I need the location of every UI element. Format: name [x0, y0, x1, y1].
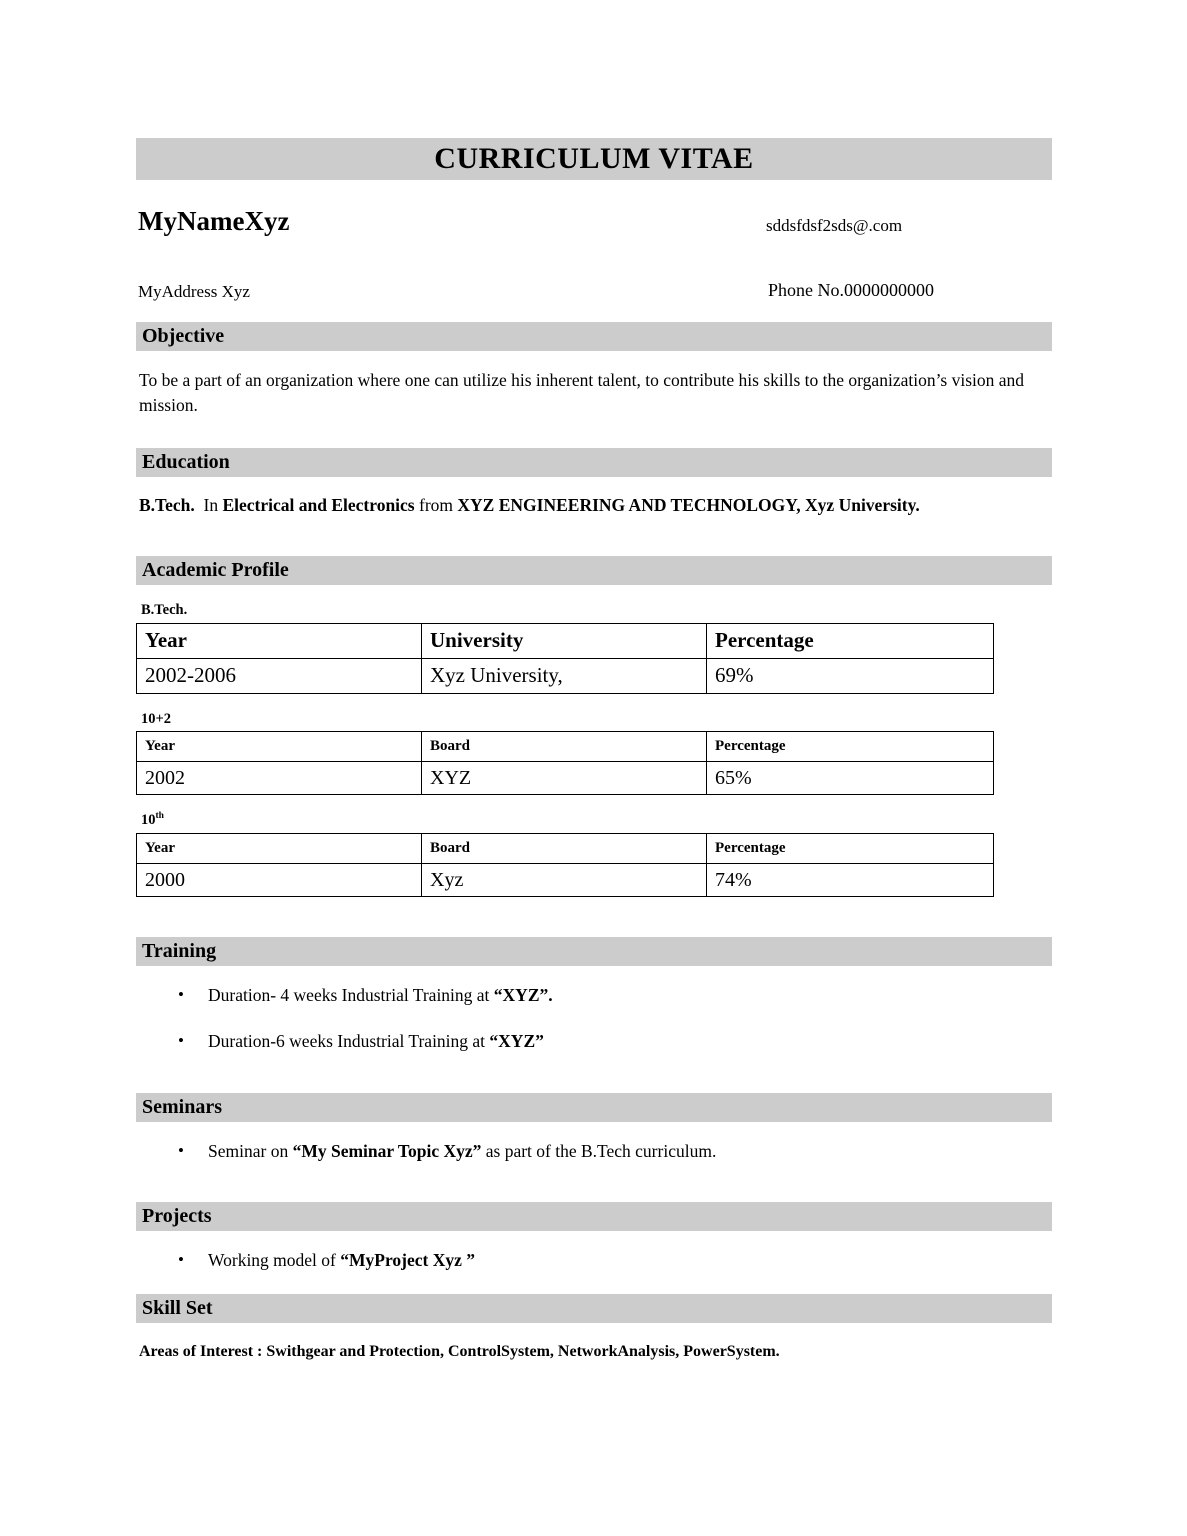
skill-set-label: Areas of Interest — [139, 1343, 254, 1361]
column-header-year: Year — [137, 834, 422, 864]
section-heading-education: Education — [136, 448, 1052, 477]
table-label-intermediate: 10+2 — [141, 710, 172, 727]
section-heading-training: Training — [136, 937, 1052, 966]
list-item — [136, 1030, 1052, 1053]
column-header-board: Board — [422, 732, 707, 762]
academic-table-matriculation — [136, 833, 994, 897]
cell-percentage: 69% — [707, 658, 994, 693]
document-title-band: CURRICULUM VITAE — [136, 138, 1052, 180]
education-degree: B.Tech. — [139, 494, 195, 515]
list-item — [136, 1140, 1052, 1163]
section-heading-projects: Projects — [136, 1202, 1052, 1231]
table-label-matriculation: 10th — [141, 811, 164, 829]
column-header-percentage: Percentage — [707, 623, 994, 658]
cell-year: 2002 — [137, 762, 422, 795]
seminars-list — [136, 1140, 1052, 1163]
bullet-icon: • — [178, 1250, 184, 1270]
objective-text: To be a part of an organization where one can utilize his inherent talent, to contribute his skills to the organization’s vision and mission. — [139, 370, 1025, 415]
table-header-row — [137, 732, 994, 762]
table-row — [137, 658, 994, 693]
training-list — [136, 984, 1052, 1053]
item-lead: Working model of — [208, 1250, 341, 1271]
contact-row-primary — [136, 206, 1052, 252]
section-heading-objective: Objective — [136, 322, 1052, 351]
contact-row-secondary — [136, 276, 1052, 322]
table-header-row — [137, 623, 994, 658]
education-in-word: In — [203, 494, 219, 515]
cell-percentage: 65% — [707, 762, 994, 795]
section-heading-seminars: Seminars — [136, 1093, 1052, 1122]
column-header-year: Year — [137, 732, 422, 762]
section-heading-skill-set: Skill Set — [136, 1294, 1052, 1323]
list-item — [136, 984, 1052, 1007]
skill-set-value: : Swithgear and Protection, ControlSystem, NetworkAnalysis, PowerSystem. — [253, 1343, 780, 1361]
academic-table-intermediate — [136, 731, 994, 795]
column-header-board: Board — [422, 834, 707, 864]
academic-table-btech — [136, 623, 994, 694]
table-row — [137, 864, 994, 897]
cell-percentage: 74% — [707, 864, 994, 897]
table-label-btech: B.Tech. — [141, 601, 188, 618]
column-header-percentage: Percentage — [707, 834, 994, 864]
table-header-row — [137, 834, 994, 864]
education-from-word: from — [419, 494, 454, 515]
item-lead: Duration- 4 weeks Industrial Training at — [208, 985, 494, 1006]
candidate-name: MyNameXyz — [138, 206, 290, 236]
column-header-percentage: Percentage — [707, 732, 994, 762]
item-lead: Duration-6 weeks Industrial Training at — [208, 1030, 490, 1051]
cell-university: Xyz University, — [422, 658, 707, 693]
item-lead: Seminar on — [208, 1140, 293, 1161]
projects-list — [136, 1249, 1052, 1272]
list-item — [136, 1249, 1052, 1272]
table-row — [137, 762, 994, 795]
education-branch: Electrical and Electronics — [222, 494, 415, 515]
item-strong: “My Seminar Topic Xyz” — [292, 1140, 482, 1161]
item-strong: “XYZ”. — [493, 985, 553, 1006]
item-strong: “MyProject Xyz ” — [340, 1250, 476, 1271]
cell-year: 2002-2006 — [137, 658, 422, 693]
bullet-icon: • — [178, 985, 184, 1005]
cell-board: Xyz — [422, 864, 707, 897]
education-line — [136, 495, 1052, 516]
bullet-icon: • — [178, 1140, 184, 1160]
cv-content — [136, 138, 1052, 1361]
candidate-email: sddsfdsf2sds@.com — [766, 216, 903, 235]
cell-year: 2000 — [137, 864, 422, 897]
column-header-year: Year — [137, 623, 422, 658]
bullet-icon: • — [178, 1030, 184, 1050]
item-tail: as part of the B.Tech curriculum. — [481, 1140, 717, 1161]
candidate-address: MyAddress Xyz — [138, 282, 250, 301]
section-heading-academic-profile: Academic Profile — [136, 556, 1052, 585]
column-header-university: University — [422, 623, 707, 658]
skill-set-line — [136, 1343, 1052, 1361]
education-institute: XYZ ENGINEERING AND TECHNOLOGY, Xyz University. — [457, 494, 920, 515]
item-strong: “XYZ” — [489, 1030, 544, 1051]
candidate-phone: Phone No.0000000000 — [768, 280, 934, 300]
cell-board: XYZ — [422, 762, 707, 795]
